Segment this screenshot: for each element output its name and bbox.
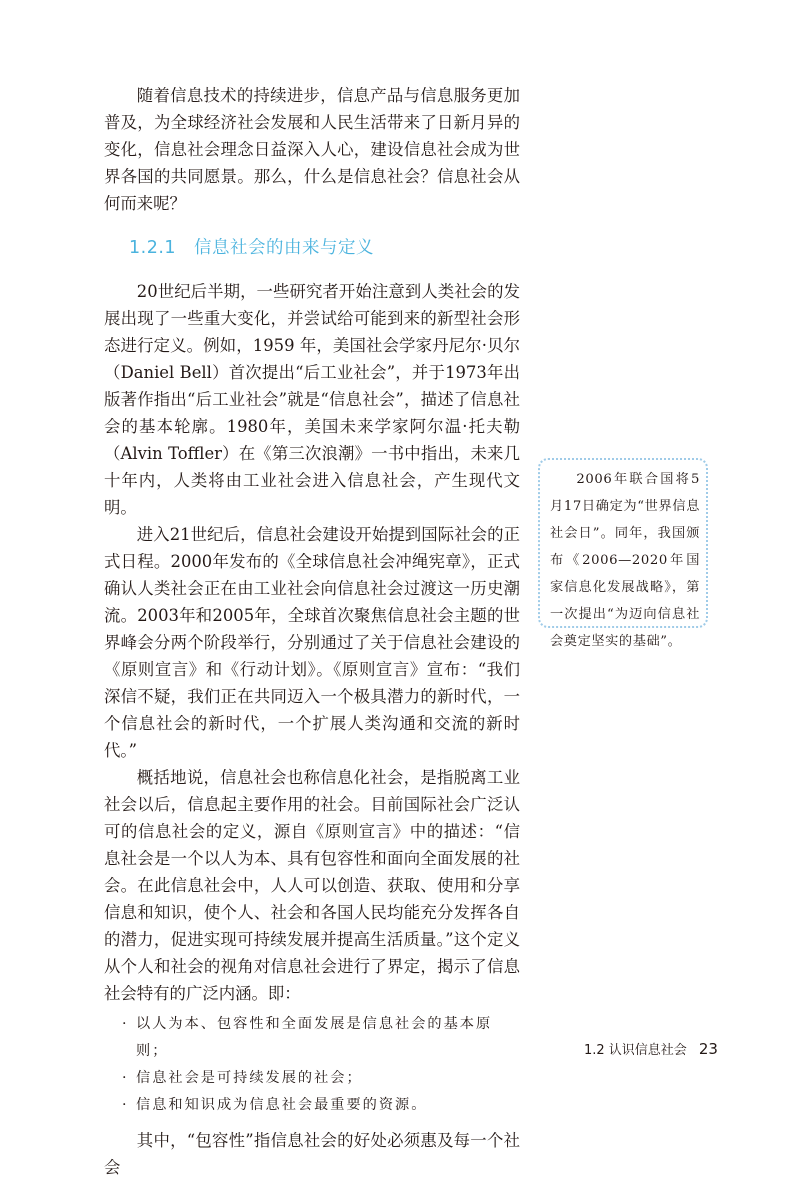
bullet-dot-icon: · [122,1070,129,1086]
list-item: · 信息和知识成为信息社会最重要的资源。 [104,1092,520,1119]
section-title: 信息社会的由来与定义 [194,238,375,258]
intro-paragraph: 随着信息技术的持续进步，信息产品与信息服务更加普及，为全球经济社会发展和人民生活带来了日新月异的变化，信息社会理念日益深入人心，建设信息社会成为世界各国的共同愿景。那么，什么是信息社会？信息社会从何而来呢？ [104,86,520,213]
page-footer [584,1039,718,1058]
principle-list [104,1011,520,1119]
list-item: · 信息社会是可持续发展的社会； [104,1065,520,1092]
page-number: 23 [698,1040,718,1058]
list-item: · 以人为本、包容性和全面发展是信息社会的基本原则； [104,1011,520,1065]
closing-paragraph: 其中，“包容性”指信息社会的好处必须惠及每一个社会 [104,1131,520,1177]
bullet-dot-icon: · [122,1016,129,1032]
body-paragraph-3: 概括地说，信息社会也称信息化社会，是指脱离工业社会以后，信息起主要作用的社会。目前国际社会广泛认可的信息社会的定义，源自《原则宣言》中的描述：“信息社会是一个以人为本、具有包容性和面向全面发展的社会。在此信息社会中，人人可以创造、获取、使用和分享信息和知识，使个人、社会和各国人民均能充分发挥各自的潜力，促进实现可持续发展并提高生活质量。”这个定义从个人和社会的视角对信息社会进行了界定，揭示了信息社会特有的广泛内涵。即： [104,768,520,1003]
main-text-column [104,82,520,1181]
sidebar-note-text: 2006年联合国将5月17日确定为“世界信息社会日”。同年，我国颁布《2006—2020年国家信息化发展战略》，第一次提出“为迈向信息社会奠定坚实的基础”。 [550,472,700,649]
section-number: 1.2.1 [129,238,177,258]
bullet-dot-icon: · [122,1097,129,1113]
section-heading [129,234,520,259]
chapter-label: 1.2 认识信息社会 [584,1043,687,1058]
body-paragraph-2: 进入21世纪后，信息社会建设开始提到国际社会的正式日程。2000年发布的《全球信息社会冲绳宪章》，正式确认人类社会正在由工业社会向信息社会过渡这一历史潮流。2003年和2005年，全球首次聚焦信息社会主题的世界峰会分两个阶段举行，分别通过了关于信息社会建设的《原则宣言》和《行动计划》。《原则宣言》宣布：“我们深信不疑，我们正在共同迈入一个极具潜力的新时代，一个信息社会的新时代，一个扩展人类沟通和交流的新时代。” [104,525,520,760]
sidebar-note [538,458,708,649]
body-paragraph-1: 20世纪后半期，一些研究者开始注意到人类社会的发展出现了一些重大变化，并尝试给可能到来的新型社会形态进行定义。例如，1959 年，美国社会学家丹尼尔·贝尔（Daniel Bell）首次提出“后工业社会”，并于1973年出版著作指出“后工业社会”就是“信息社会”，描述了信息社会的基本轮廓。1980年，美国未来学家阿尔温·托夫勒（Alvin Toffler）在《第三次浪潮》一书中指出，未来几十年内，人类将由工业社会进入信息社会，产生现代文明。 [104,282,520,517]
